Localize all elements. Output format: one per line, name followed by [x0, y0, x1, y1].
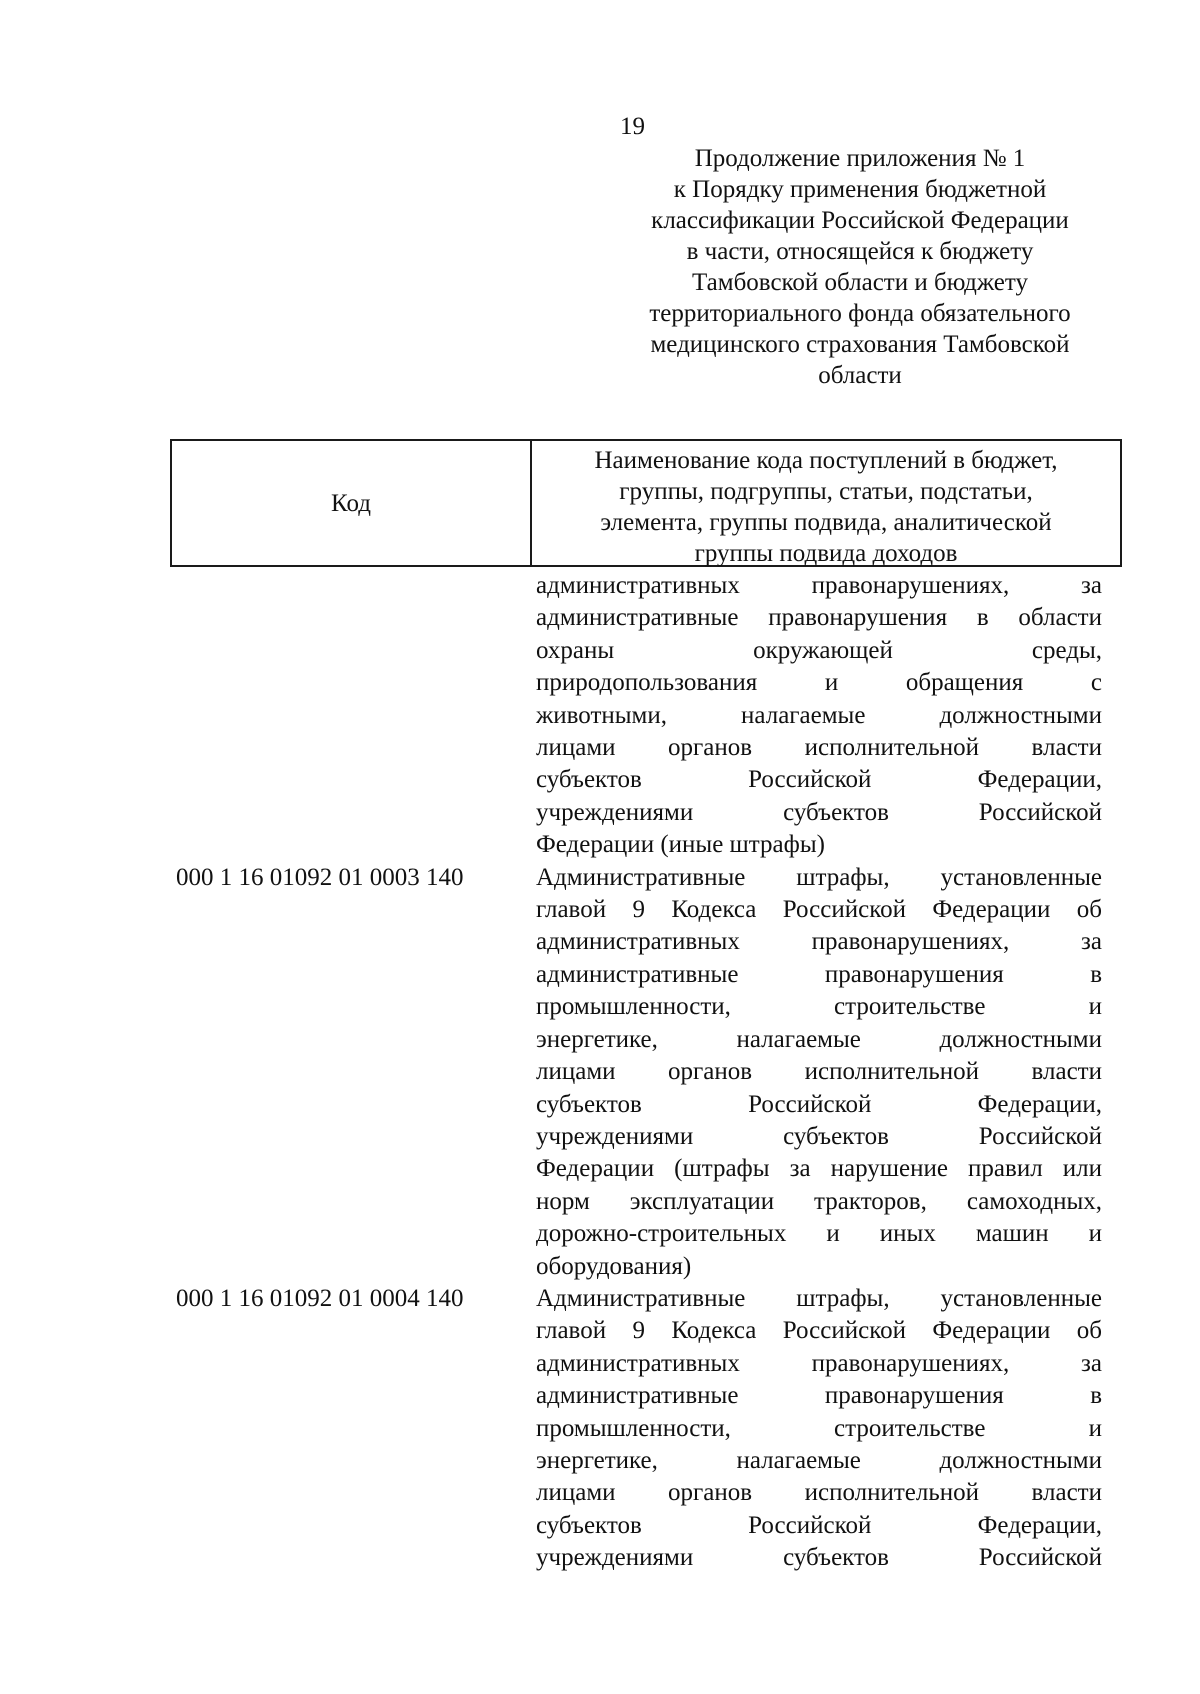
table-row [0, 862, 1200, 1283]
row-description [536, 862, 1102, 1283]
row-description [536, 1283, 1102, 1575]
description-line: главой 9 Кодекса Российской Федерации об [536, 896, 1102, 924]
appendix-header-line: области [818, 362, 902, 389]
description-line: оборудования) [536, 1252, 692, 1280]
description-line: лицами органов исполнительной власти [536, 734, 1102, 762]
appendix-header [600, 143, 1120, 391]
table-header [170, 439, 1122, 567]
description-line: промышленности, строительстве и [536, 1414, 1102, 1442]
appendix-header-line: к Порядку применения бюджетной [673, 176, 1047, 203]
description-line: Административные штрафы, установленные [536, 1284, 1102, 1312]
table-row [0, 570, 1200, 862]
description-line: животными, налагаемые должностными [536, 701, 1102, 729]
appendix-header-line: территориального фонда обязательного [649, 300, 1071, 327]
appendix-header-line: Продолжение приложения № 1 [694, 145, 1026, 172]
description-line: административные правонарушения в области [536, 604, 1102, 632]
description-line: субъектов Российской Федерации, [536, 1511, 1102, 1539]
appendix-header-line: Тамбовской области и бюджету [692, 269, 1028, 296]
description-line: Административные штрафы, установленные [536, 863, 1102, 891]
column-header-name [532, 441, 1120, 565]
description-line: учреждениями субъектов Российской [536, 1544, 1102, 1572]
description-line: Федерации (штрафы за нарушение правил или [536, 1155, 1102, 1183]
description-line: административных правонарушениях, за [536, 928, 1102, 956]
description-line: административные правонарушения в [536, 960, 1102, 988]
description-line: субъектов Российской Федерации, [536, 1090, 1102, 1118]
description-line: учреждениями субъектов Российской [536, 1122, 1102, 1150]
appendix-header-line: классификации Российской Федерации [651, 207, 1069, 234]
column-header-name-line: группы, подгруппы, статьи, подстатьи, [619, 478, 1033, 505]
description-line: главой 9 Кодекса Российской Федерации об [536, 1317, 1102, 1345]
description-line: административные правонарушения в [536, 1382, 1102, 1410]
column-header-code: Код [172, 441, 532, 565]
row-description [536, 570, 1102, 862]
description-line: Федерации (иные штрафы) [536, 831, 825, 859]
description-line: промышленности, строительстве и [536, 993, 1102, 1021]
description-line: энергетике, налагаемые должностными [536, 1446, 1102, 1474]
column-header-name-line: Наименование кода поступлений в бюджет, [594, 447, 1058, 474]
description-line: административных правонарушениях, за [536, 572, 1102, 599]
description-line: лицами органов исполнительной власти [536, 1479, 1102, 1507]
appendix-header-line: в части, относящейся к бюджету [686, 238, 1034, 265]
description-line: субъектов Российской Федерации, [536, 766, 1102, 794]
description-line: норм эксплуатации тракторов, самоходных, [536, 1187, 1102, 1215]
column-header-name-line: элемента, группы подвида, аналитической [600, 509, 1052, 536]
row-code [0, 570, 536, 862]
description-line: природопользования и обращения с [536, 669, 1102, 697]
description-line: учреждениями субъектов Российской [536, 798, 1102, 826]
description-line: лицами органов исполнительной власти [536, 1058, 1102, 1086]
description-line: энергетике, налагаемые должностными [536, 1025, 1102, 1053]
description-line: дорожно-строительных и иных машин и [536, 1220, 1102, 1248]
appendix-header-line: медицинского страхования Тамбовской [650, 331, 1070, 358]
description-line: административных правонарушениях, за [536, 1349, 1102, 1377]
page-number: 19 [620, 113, 645, 140]
table-body [0, 570, 1200, 1575]
row-code: 000 1 16 01092 01 0003 140 [176, 863, 464, 891]
table-row [0, 1283, 1200, 1575]
description-line: охраны окружающей среды, [536, 636, 1102, 664]
row-code: 000 1 16 01092 01 0004 140 [176, 1284, 464, 1312]
column-header-name-line: группы подвида доходов [694, 540, 958, 567]
